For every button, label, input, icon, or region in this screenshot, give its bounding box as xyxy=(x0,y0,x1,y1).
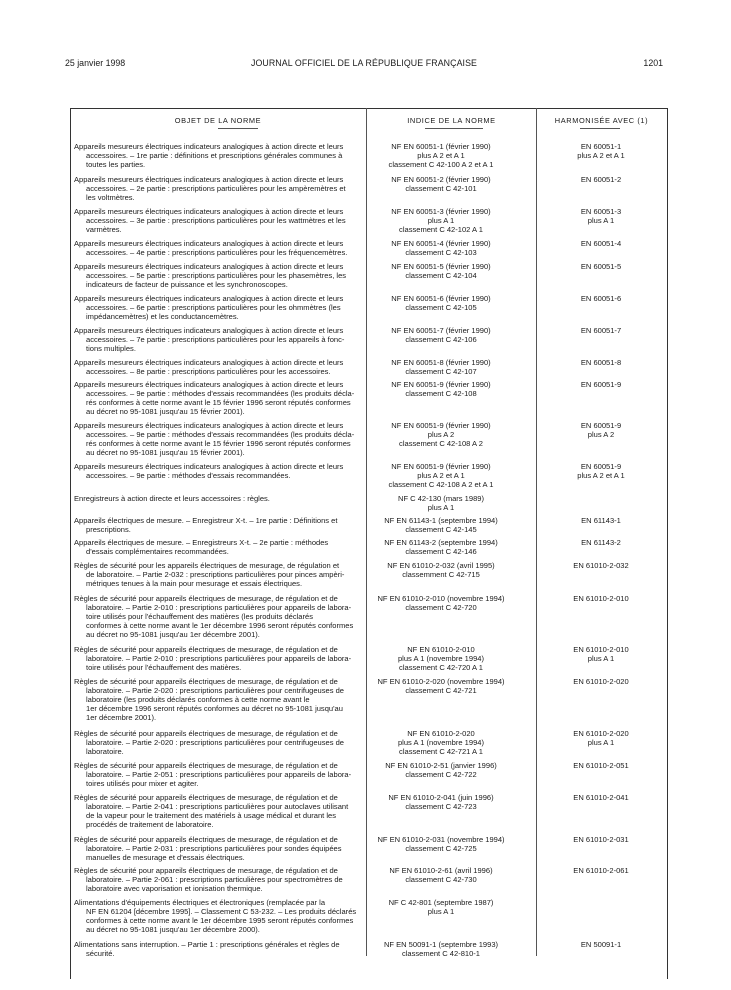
norme-harmonisee xyxy=(537,793,665,802)
indice-line: plus A 1 (novembre 1994) xyxy=(397,654,484,664)
objet-line: accessoires. – 1re partie : définitions et prescriptions générales communes à xyxy=(86,151,343,161)
norme-objet xyxy=(74,294,362,321)
norme-indice xyxy=(369,421,513,448)
norme-harmonisee xyxy=(537,561,665,570)
column-header-harmonisee: HARMONISÉE AVEC (1) xyxy=(554,116,649,125)
harmonisee-line: EN 61010-2-010 xyxy=(573,594,629,603)
norme-indice xyxy=(369,294,513,312)
indice-line: classement C 42-105 xyxy=(405,303,477,313)
harmonisee-line: EN 61010-2-051 xyxy=(573,761,629,770)
norme-harmonisee xyxy=(537,940,665,949)
header-rule xyxy=(425,128,483,129)
norme-harmonisee xyxy=(537,326,665,335)
objet-line: accessoires. – 9e partie : méthodes d'essais recommandées. xyxy=(86,471,291,481)
objet-line: laboratoire. – Partie 2-051 : prescriptions particulières pour appareils de labora- xyxy=(86,770,352,780)
objet-line: Règles de sécurité pour appareils électriques de mesurage, de régulation et de xyxy=(74,729,338,738)
harmonisee-line: EN 60051-1 xyxy=(580,142,622,151)
harmonisee-line: EN 61010-2-032 xyxy=(573,561,629,570)
norme-harmonisee xyxy=(537,761,665,770)
indice-line: plus A 2 et A 1 xyxy=(417,151,465,161)
harmonisee-line: EN 61010-2-020 xyxy=(573,729,629,738)
indice-line: NF EN 61010-2-041 (juin 1996) xyxy=(388,793,494,802)
harmonisee-line: EN 60051-4 xyxy=(580,239,622,248)
norme-indice xyxy=(369,645,513,672)
harmonisee-line: EN 61010-2-041 xyxy=(573,793,629,802)
norme-indice xyxy=(369,561,513,579)
indice-line: classement C 42-100 A 2 et A 1 xyxy=(388,160,494,170)
norme-indice xyxy=(369,207,513,234)
norme-indice xyxy=(369,866,513,884)
harmonisee-line: EN 60051-9 xyxy=(580,421,622,430)
objet-line: toires utilisés pour mixer et agiter. xyxy=(86,779,199,789)
objet-line: Appareils mesureurs électriques indicateurs analogiques à action directe et leurs xyxy=(74,239,344,248)
objet-line: Appareils électriques de mesure. – Enregistreur X-t. – 1re partie : Définitions et xyxy=(74,516,338,525)
harmonisee-line: EN 60051-9 xyxy=(580,462,622,471)
header-journal-title: JOURNAL OFFICIEL DE LA RÉPUBLIQUE FRANÇAISE xyxy=(250,58,478,68)
objet-line: varmètres. xyxy=(86,225,122,235)
indice-line: NF EN 60051-9 (février 1990) xyxy=(391,462,491,471)
norme-harmonisee xyxy=(537,835,665,844)
objet-line: accessoires. – 3e partie : prescriptions particulières pour les wattmètres et les xyxy=(86,216,346,226)
objet-line: les voltmètres. xyxy=(86,193,135,203)
harmonisee-line: EN 60051-3 xyxy=(580,207,622,216)
column-divider xyxy=(366,108,367,956)
norme-harmonisee xyxy=(537,294,665,303)
indice-line: classement C 42-108 xyxy=(405,389,477,399)
indice-line: classement C 42-721 xyxy=(405,686,477,696)
indice-line: classement C 42-723 xyxy=(405,802,477,812)
norme-indice xyxy=(369,538,513,556)
norme-indice xyxy=(369,358,513,376)
indice-line: classement C 42-108 A 2 et A 1 xyxy=(388,480,494,490)
indice-line: plus A 2 et A 1 xyxy=(417,471,465,481)
norme-objet xyxy=(74,175,362,202)
indice-line: classement C 42-725 xyxy=(405,844,477,854)
norme-harmonisee xyxy=(537,380,665,389)
harmonisee-line: plus A 1 xyxy=(587,216,615,226)
objet-line: laboratoire. – Partie 2-010 : prescriptions particulières pour appareils de labora- xyxy=(86,603,352,613)
harmonisee-line: EN 61143-2 xyxy=(581,538,621,547)
norme-indice xyxy=(369,898,513,916)
norme-objet xyxy=(74,326,362,353)
indice-line: NF EN 60051-7 (février 1990) xyxy=(391,326,491,335)
indice-line: NF EN 61010-2-51 (janvier 1996) xyxy=(385,761,497,770)
objet-line: impédancemètres) et les conductancemètres. xyxy=(86,312,239,322)
objet-line: Règles de sécurité pour appareils électriques de mesurage, de régulation et de xyxy=(74,594,338,603)
harmonisee-line: EN 60051-9 xyxy=(580,380,622,389)
norme-objet xyxy=(74,898,362,934)
indice-line: classement C 42-104 xyxy=(405,271,477,281)
objet-line: indicateurs de facteur de puissance et les synchronoscopes. xyxy=(86,280,288,290)
indice-line: NF EN 61143-1 (septembre 1994) xyxy=(384,516,498,525)
objet-line: Appareils mesureurs électriques indicateurs analogiques à action directe et leurs xyxy=(74,326,344,335)
norme-indice xyxy=(369,462,513,489)
indice-line: classement C 42-146 xyxy=(405,547,477,557)
indice-line: NF EN 60051-9 (février 1990) xyxy=(391,421,491,430)
norme-indice xyxy=(369,940,513,958)
objet-line: Règles de sécurité pour appareils électriques de mesurage, de régulation et de xyxy=(74,866,338,875)
indice-line: NF C 42-130 (mars 1989) xyxy=(398,494,484,503)
objet-line: manuelles de mesurage et d'essais électriques. xyxy=(86,853,245,863)
objet-line: accessoires. – 2e partie : prescriptions particulières pour les ampèremètres et xyxy=(86,184,346,194)
page-header xyxy=(65,58,663,72)
objet-line: laboratoire. – Partie 2-020 : prescriptions particulières pour centrifugeuses de xyxy=(86,686,344,696)
norme-objet xyxy=(74,729,362,756)
indice-line: classement C 42-145 xyxy=(405,525,477,535)
harmonisee-line: EN 61143-1 xyxy=(581,516,621,525)
harmonisee-line: EN 60051-2 xyxy=(580,175,622,184)
header-rule xyxy=(218,128,258,129)
objet-line: toutes les parties. xyxy=(86,160,146,170)
objet-line: Règles de sécurité pour appareils électriques de mesurage, de régulation et de xyxy=(74,793,338,802)
norme-objet xyxy=(74,835,362,862)
norme-indice xyxy=(369,729,513,756)
indice-line: NF EN 61010-2-010 xyxy=(407,645,475,654)
norme-indice xyxy=(369,326,513,344)
indice-line: classement C 42-106 xyxy=(405,335,477,345)
indice-line: classement C 42-103 xyxy=(405,248,477,258)
objet-line: Règles de sécurité pour appareils électriques de mesurage, de régulation et de xyxy=(74,677,338,686)
indice-line: classement C 42-107 xyxy=(405,367,477,377)
indice-line: NF EN 60051-6 (février 1990) xyxy=(391,294,491,303)
indice-line: NF EN 61010-2-020 xyxy=(407,729,475,738)
header-page-number: 1201 xyxy=(643,58,663,68)
indice-line: plus A 1 xyxy=(427,907,455,917)
harmonisee-line: plus A 1 xyxy=(587,654,615,664)
norme-indice xyxy=(369,380,513,398)
objet-line: accessoires. – 9e partie : méthodes d'essais recommandées (les produits décla- xyxy=(86,430,355,440)
norme-objet xyxy=(74,645,362,672)
header-date: 25 janvier 1998 xyxy=(65,58,126,68)
norme-harmonisee xyxy=(537,729,665,747)
harmonisee-line: plus A 2 et A 1 xyxy=(577,471,625,481)
norme-harmonisee xyxy=(537,594,665,603)
objet-line: laboratoire avec vaporisation et ionisation thermique. xyxy=(86,884,263,894)
norme-indice xyxy=(369,494,513,512)
norme-harmonisee xyxy=(537,207,665,225)
objet-line: au décret no 95-1081 jusqu'au 15 février 2001). xyxy=(86,448,245,458)
objet-line: au décret no 95-1081 jusqu'au 1er décembre 2001). xyxy=(86,630,260,640)
harmonisee-line: EN 60051-7 xyxy=(580,326,622,335)
norme-objet xyxy=(74,866,362,893)
column-divider xyxy=(536,108,537,956)
objet-line: Appareils mesureurs électriques indicateurs analogiques à action directe et leurs xyxy=(74,380,344,389)
indice-line: classement C 42-108 A 2 xyxy=(399,439,483,449)
indice-line: NF EN 60051-8 (février 1990) xyxy=(391,358,491,367)
objet-line: Appareils mesureurs électriques indicateurs analogiques à action directe et leurs xyxy=(74,294,344,303)
objet-line: Règles de sécurité pour appareils électriques de mesurage, de régulation et de xyxy=(74,645,338,654)
objet-line: NF EN 61204 [décembre 1995]. – Classement C 53-232. – Les produits déclarés xyxy=(86,907,357,917)
objet-line: laboratoire. – Partie 2-010 : prescriptions particulières pour appareils de labora- xyxy=(86,654,352,664)
column-header-objet: OBJET DE LA NORME xyxy=(174,116,262,125)
norme-harmonisee xyxy=(537,358,665,367)
objet-line: accessoires. – 9e partie : méthodes d'essais recommandées (les produits décla- xyxy=(86,389,355,399)
objet-line: sécurité. xyxy=(86,949,115,959)
indice-line: NF EN 61010-2-031 (novembre 1994) xyxy=(377,835,505,844)
harmonisee-line: plus A 2 xyxy=(587,430,615,440)
norme-indice xyxy=(369,594,513,612)
harmonisee-line: plus A 1 xyxy=(587,738,615,748)
objet-line: accessoires. – 5e partie : prescriptions particulières pour les phasemètres, les xyxy=(86,271,347,281)
norme-objet xyxy=(74,940,362,958)
indice-line: classement C 42-102 A 1 xyxy=(399,225,483,235)
norme-indice xyxy=(369,835,513,853)
norme-indice xyxy=(369,262,513,280)
objet-line: accessoires. – 7e partie : prescriptions particulières pour les appareils à fonc- xyxy=(86,335,345,345)
indice-line: classement C 42-722 xyxy=(405,770,477,780)
objet-line: conformes à cette norme avant le 1er décembre 1995 seront réputés conformes xyxy=(86,916,354,926)
indice-line: NF EN 61010-2-020 (novembre 1994) xyxy=(377,677,505,686)
objet-line: Appareils mesureurs électriques indicateurs analogiques à action directe et leurs xyxy=(74,421,344,430)
objet-line: toire utilisés pour l'échauffement des matières. xyxy=(86,663,242,673)
objet-line: Règles de sécurité pour les appareils électriques de mesurage, de régulation et xyxy=(74,561,340,570)
norme-objet xyxy=(74,462,362,480)
objet-line: procédés de traitement de laboratoire. xyxy=(86,820,214,830)
objet-line: Appareils mesureurs électriques indicateurs analogiques à action directe et leurs xyxy=(74,207,344,216)
norme-harmonisee xyxy=(537,677,665,686)
norme-objet xyxy=(74,793,362,829)
norme-objet xyxy=(74,207,362,234)
objet-line: rés conformes à cette norme avant le 15 février 1996 seront réputés conformes xyxy=(86,439,351,449)
indice-line: classement C 42-810-1 xyxy=(401,949,481,959)
norme-harmonisee xyxy=(537,462,665,480)
objet-line: Appareils mesureurs électriques indicateurs analogiques à action directe et leurs xyxy=(74,358,344,367)
objet-line: laboratoire. xyxy=(86,747,124,757)
objet-line: Alimentations d'équipements électriques et électroniques (remplacée par la xyxy=(74,898,326,907)
objet-line: de laboratoire. – Partie 2-032 : prescriptions particulières pour pinces ampèri- xyxy=(86,570,345,580)
indice-line: NF EN 61010-2-032 (avril 1995) xyxy=(387,561,495,570)
objet-line: Enregistreurs à action directe et leurs accessoires : règles. xyxy=(74,494,270,503)
norme-harmonisee xyxy=(537,142,665,160)
norme-objet xyxy=(74,516,362,534)
harmonisee-line: EN 61010-2-031 xyxy=(573,835,629,844)
objet-line: Appareils électriques de mesure. – Enregistreurs X-t. – 2e partie : méthodes xyxy=(74,538,329,547)
norme-objet xyxy=(74,594,362,639)
objet-line: laboratoire (les produits déclarés conformes à cette norme avant le xyxy=(86,695,310,705)
norme-harmonisee xyxy=(537,645,665,663)
norme-harmonisee xyxy=(537,175,665,184)
objet-line: Appareils mesureurs électriques indicateurs analogiques à action directe et leurs xyxy=(74,175,344,184)
harmonisee-line: EN 50091-1 xyxy=(580,940,622,949)
objet-line: laboratoire. – Partie 2-041 : prescriptions particulières pour autoclaves utilisant xyxy=(86,802,349,812)
norme-indice xyxy=(369,239,513,257)
objet-line: rés conformes à cette norme avant le 15 février 1996 seront réputés conformes xyxy=(86,398,351,408)
objet-line: Appareils mesureurs électriques indicateurs analogiques à action directe et leurs xyxy=(74,262,344,271)
norme-indice xyxy=(369,677,513,695)
objet-line: accessoires. – 6e partie : prescriptions particulières pour les ohmmètres (les xyxy=(86,303,341,313)
harmonisee-line: EN 60051-5 xyxy=(580,262,622,271)
objet-line: accessoires. – 8e partie : prescriptions particulières pour les accessoires. xyxy=(86,367,331,377)
indice-line: NF EN 50091-1 (septembre 1993) xyxy=(383,940,499,949)
norme-indice xyxy=(369,516,513,534)
objet-line: toire utilisés pour l'échauffement des matières (les produits déclarés xyxy=(86,612,313,622)
objet-line: au décret no 95-1081 jusqu'au 1er décembre 2000). xyxy=(86,925,260,935)
objet-line: Appareils mesureurs électriques indicateurs analogiques à action directe et leurs xyxy=(74,462,344,471)
indice-line: NF EN 60051-2 (février 1990) xyxy=(391,175,491,184)
indice-line: NF EN 61143-2 (septembre 1994) xyxy=(384,538,498,547)
harmonisee-line: EN 60051-6 xyxy=(580,294,622,303)
norme-objet xyxy=(74,380,362,416)
objet-line: Appareils mesureurs électriques indicateurs analogiques à action directe et leurs xyxy=(74,142,344,151)
indice-line: classement C 42-101 xyxy=(405,184,477,194)
objet-line: de la vapeur pour le traitement des matériels à usage médical et durant les xyxy=(86,811,337,821)
indice-line: classement C 42-730 xyxy=(405,875,477,885)
objet-line: d'essais complémentaires recommandées. xyxy=(86,547,229,557)
norme-indice xyxy=(369,175,513,193)
indice-line: plus A 1 (novembre 1994) xyxy=(397,738,484,748)
norme-harmonisee xyxy=(537,516,665,525)
indice-line: NF EN 60051-5 (février 1990) xyxy=(391,262,491,271)
indice-line: classement C 42-720 xyxy=(405,603,477,613)
norme-harmonisee xyxy=(537,239,665,248)
objet-line: au décret no 95-1081 jusqu'au 15 février 2001). xyxy=(86,407,245,417)
indice-line: NF C 42-801 (septembre 1987) xyxy=(388,898,494,907)
objet-line: accessoires. – 4e partie : prescriptions particulières pour les fréquencemètres. xyxy=(86,248,348,258)
objet-line: 1er décembre 1996 seront réputés conformes au décret no 95-1081 jusqu'au xyxy=(86,704,343,714)
objet-line: métriques tenues à la main pour mesurage et essais électriques. xyxy=(86,579,303,589)
indice-line: plus A 2 xyxy=(427,430,455,440)
indice-line: plus A 1 xyxy=(427,503,455,513)
norme-harmonisee xyxy=(537,538,665,547)
objet-line: conformes à cette norme avant le 1er décembre 1996 seront réputés conformes xyxy=(86,621,354,631)
norme-objet xyxy=(74,761,362,788)
norme-harmonisee xyxy=(537,421,665,439)
norme-harmonisee xyxy=(537,866,665,875)
indice-line: NF EN 61010-2-010 (novembre 1994) xyxy=(377,594,505,603)
indice-line: NF EN 60051-4 (février 1990) xyxy=(391,239,491,248)
norme-objet xyxy=(74,142,362,169)
objet-line: Règles de sécurité pour appareils électriques de mesurage, de régulation et de xyxy=(74,761,338,770)
objet-line: tions multiples. xyxy=(86,344,136,354)
objet-line: laboratoire. – Partie 2-061 : prescriptions particulières pour spectromètres de xyxy=(86,875,343,885)
objet-line: prescriptions. xyxy=(86,525,131,535)
header-rule xyxy=(580,128,620,129)
norme-indice xyxy=(369,761,513,779)
indice-line: classement C 42-721 A 1 xyxy=(399,747,483,757)
norme-objet xyxy=(74,494,362,503)
indice-line: plus A 1 xyxy=(427,216,455,226)
norme-objet xyxy=(74,358,362,376)
objet-line: Alimentations sans interruption. – Partie 1 : prescriptions générales et règles de xyxy=(74,940,340,949)
harmonisee-line: EN 61010-2-061 xyxy=(573,866,629,875)
indice-line: NF EN 61010-2-61 (avril 1996) xyxy=(389,866,493,875)
norme-objet xyxy=(74,538,362,556)
harmonisee-line: EN 60051-8 xyxy=(580,358,622,367)
norme-objet xyxy=(74,239,362,257)
norme-objet xyxy=(74,561,362,588)
harmonisee-line: EN 61010-2-020 xyxy=(573,677,629,686)
harmonisee-line: plus A 2 et A 1 xyxy=(577,151,625,161)
objet-line: 1er décembre 2001). xyxy=(86,713,157,723)
indice-line: classement C 42-720 A 1 xyxy=(399,663,483,673)
objet-line: laboratoire. – Partie 2-031 : prescriptions particulières pour sondes équipées xyxy=(86,844,342,854)
norme-harmonisee xyxy=(537,262,665,271)
norme-objet xyxy=(74,262,362,289)
norme-objet xyxy=(74,677,362,722)
objet-line: laboratoire. – Partie 2-020 : prescriptions particulières pour centrifugeuses de xyxy=(86,738,344,748)
indice-line: NF EN 60051-1 (février 1990) xyxy=(391,142,491,151)
norme-objet xyxy=(74,421,362,457)
indice-line: NF EN 60051-9 (février 1990) xyxy=(391,380,491,389)
indice-line: classemment C 42-715 xyxy=(402,570,480,580)
indice-line: NF EN 60051-3 (février 1990) xyxy=(391,207,491,216)
norme-indice xyxy=(369,142,513,169)
norme-indice xyxy=(369,793,513,811)
column-header-indice: INDICE DE LA NORME xyxy=(407,116,496,125)
harmonisee-line: EN 61010-2-010 xyxy=(573,645,629,654)
objet-line: Règles de sécurité pour appareils électriques de mesurage, de régulation et de xyxy=(74,835,338,844)
